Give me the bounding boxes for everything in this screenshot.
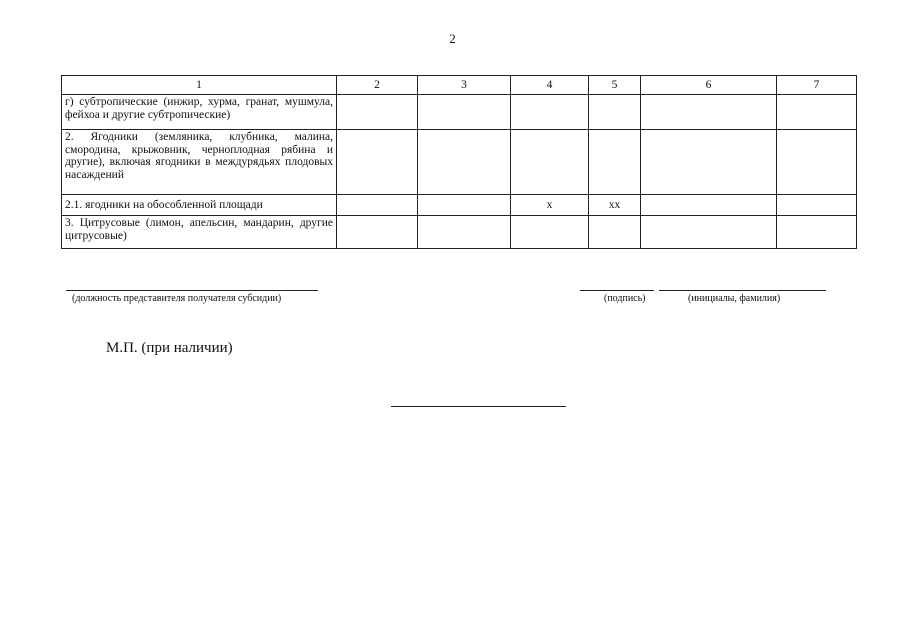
table-cell [641,216,777,249]
table-cell-marked: xx [589,195,641,216]
table-row-citrus [62,216,857,249]
row-label: г) субтропические (инжир, хурма, гранат, мушмула, фейхоа и другие субтропические) [62,95,337,130]
column-header-4: 4 [511,76,589,95]
table-cell [337,216,418,249]
table-cell [777,216,857,249]
column-header-1: 1 [62,76,337,95]
table-cell [418,95,511,130]
table-cell [337,195,418,216]
document-end-line [391,406,566,407]
table-row-subtropical [62,95,857,130]
row-label: 2.1. ягодники на обособленной площади [62,195,337,216]
table-row-berries-separate [62,195,857,216]
name-caption: (инициалы, фамилия) [688,293,781,304]
row-label: 3. Цитрусовые (лимон, апельсин, мандарин, другие цитрусовые) [62,216,337,249]
table-cell [337,95,418,130]
table-cell [418,195,511,216]
table-cell [337,130,418,195]
column-header-5: 5 [589,76,641,95]
column-header-2: 2 [337,76,418,95]
table-cell [777,195,857,216]
table-row-berries [62,130,857,195]
stamp-label: М.П. (при наличии) [106,340,233,356]
table-cell [589,95,641,130]
table-cell [641,95,777,130]
column-header-3: 3 [418,76,511,95]
table-cell [777,130,857,195]
table-cell [418,216,511,249]
table-cell [418,130,511,195]
subsidy-form-table [61,75,857,249]
page-number: 2 [449,31,456,46]
column-header-7: 7 [777,76,857,95]
table-cell [641,195,777,216]
row-label: 2. Ягодники (земляника, клубника, малина, смородина, крыжовник, черноплодная рябина и другие), включая ягодники в междурядьях плодовых насаждений [62,130,337,195]
table-cell [777,95,857,130]
column-header-6: 6 [641,76,777,95]
position-caption: (должность представителя получателя субсидии) [72,293,282,304]
table-cell-marked: x [511,195,589,216]
table-cell [641,130,777,195]
signature-caption: (подпись) [604,293,646,304]
signature-line [580,290,654,291]
table-cell [589,130,641,195]
table-cell [511,216,589,249]
table-cell [511,130,589,195]
name-signature-line [659,290,826,291]
position-signature-line [66,290,318,291]
table-cell [511,95,589,130]
table-cell [589,216,641,249]
table-header-row [62,76,857,95]
